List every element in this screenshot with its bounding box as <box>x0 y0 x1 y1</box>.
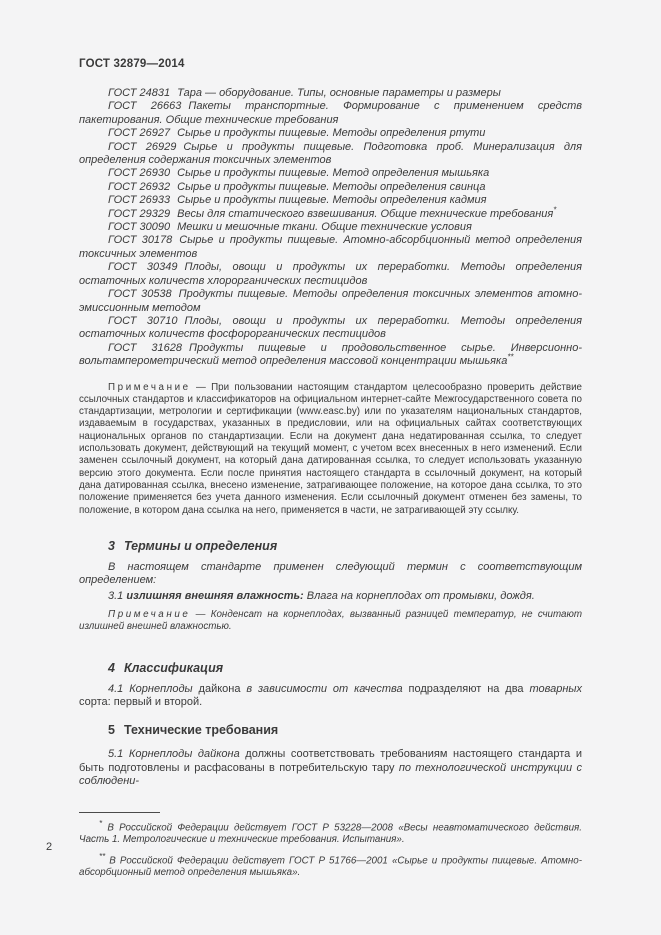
reference-item <box>79 205 582 221</box>
terms-intro: В настоящем стандарте применен следующий термин с соответствующим определением: <box>79 560 582 587</box>
reference-title: Плоды, овощи и продукты их переработки. Методы определения остаточных количеств хлорорганических пестицидов <box>79 261 582 287</box>
normative-references-list <box>79 87 582 369</box>
reference-title: Плоды, овощи и продукты их переработки. Методы определения остаточных количеств фосфорорганических пестицидов <box>79 314 582 341</box>
footnote-1 <box>79 818 582 846</box>
section-title: Классификация <box>123 660 224 675</box>
reference-item <box>79 261 582 288</box>
gost-code: ГОСТ 26932 <box>108 180 171 193</box>
gost-code: ГОСТ 30178 <box>108 234 173 247</box>
gost-code: ГОСТ 30349 <box>108 261 178 274</box>
gost-code: ГОСТ 31628 <box>108 341 182 354</box>
footnote-mark: * <box>553 205 557 214</box>
section-number: 3 <box>108 538 115 553</box>
clause-text: 4.1 Корнеплоды <box>108 682 199 695</box>
gost-code: ГОСТ 26930 <box>108 167 171 180</box>
reference-item <box>79 127 582 140</box>
reference-title: Сырье и продукты пищевые. Методы определения ртути <box>177 127 486 140</box>
reference-title: Сырье и продукты пищевые. Методы определения кадмия <box>177 194 487 207</box>
reference-title: Сырье и продукты пищевые. Метод определения мышьяка <box>177 167 490 180</box>
term-name: излишняя внешняя влажность: <box>126 589 307 602</box>
footnote-text: В Российской Федерации действует ГОСТ Р 53228—2008 «Весы неавтоматического действия. Часть 1. Метрологические и технические требования. Испытания». <box>79 821 582 845</box>
footnote-mark: ** <box>507 352 514 362</box>
gost-code: ГОСТ 26933 <box>108 194 171 207</box>
reference-title: Мешки и мешочные ткани. Общие технические условия <box>177 221 472 234</box>
reference-item <box>79 141 582 168</box>
standard-designation: ГОСТ 32879—2014 <box>79 58 185 70</box>
clause-text: по технологической инструкции с соблюдени- <box>79 761 582 788</box>
section-3-heading <box>108 539 582 553</box>
reference-item <box>79 315 582 342</box>
gost-code: ГОСТ 30090 <box>108 221 171 234</box>
clause-text: подразделяют на два <box>408 682 530 695</box>
note-label: Примечание <box>108 381 191 393</box>
gost-code: ГОСТ 24831 <box>108 87 171 99</box>
section-number: 4 <box>108 660 115 675</box>
footnote-2 <box>79 851 582 879</box>
reference-item <box>79 234 582 261</box>
reference-item <box>79 100 582 127</box>
clause-text: в зависимости от качества <box>246 682 409 695</box>
gost-code: ГОСТ 30538 <box>108 288 172 301</box>
reference-title: Сырье и продукты пищевые. Подготовка проб. Минерализация для определения содержания токсичных элементов <box>79 140 582 167</box>
gost-code: ГОСТ 30710 <box>108 314 178 327</box>
clause-text: должны соответствовать требованиям настоящего стандарта и быть подготовлены и расфасованы в потребительскую тару <box>79 748 582 774</box>
reference-item <box>79 288 582 315</box>
reference-item <box>79 342 582 369</box>
note-text: — При пользовании настоящим стандартом целесообразно проверить действие ссылочных стандартов и классификаторов на официальном интернет-сайте Межгосударственного совета по стандартизации, метрологии и сертификации (www.easc.by) или по указателям национальных стандартов, издаваемым в государствах, указанных в предисловии, или на официальных сайтах соответствующих национальных органов по стандартизации. Если на документ дана недатированная ссылка, то следует использовать документ, действующий на текущий момент, с учетом всех внесенных в него изменений. Если заменен ссылочный документ, на который дана датированная ссылка, то следует использовать указанную версию этого документа. Если после принятия настоящего стандарта в ссылочный документ, на который дана датированная ссылка, внесено изменение, затрагивающее положение, на которое дана ссылка, то это положение применяется без учета данного изменения. Если ссылочный документ отменен без замены, то положение, в котором дана ссылка на него, применяется в части, не затрагивающей эту ссылку. <box>79 381 582 516</box>
references-note <box>79 382 582 517</box>
note-text: — Конденсат на корнеплодах, вызванный разницей температур, не считают излишней внешней влажностью. <box>79 609 582 633</box>
term-number: 3.1 <box>108 589 127 602</box>
footnote-separator <box>79 812 160 813</box>
term-definition <box>79 590 582 603</box>
term-def-text: Влага на корнеплодах от промывки, дождя. <box>306 589 535 602</box>
gost-code: ГОСТ 26927 <box>108 127 171 140</box>
clause-5-1 <box>79 748 582 788</box>
gost-code: ГОСТ 26929 <box>108 140 177 153</box>
section-5-heading <box>108 723 582 737</box>
reference-item <box>79 221 582 234</box>
reference-item <box>79 194 582 207</box>
clause-4-1 <box>79 683 582 710</box>
reference-item <box>79 181 582 194</box>
section-4-heading <box>108 661 582 675</box>
reference-title: Сырье и продукты пищевые. Атомно-абсорбционный метод определения токсичных элементов <box>79 234 582 260</box>
section-title: Термины и определения <box>123 538 278 553</box>
reference-item <box>79 167 582 180</box>
note-label: Примечание <box>108 609 191 621</box>
reference-item <box>79 87 582 100</box>
reference-title: Весы для статического взвешивания. Общие технические требования <box>177 207 554 220</box>
footnote-mark: * <box>99 818 103 828</box>
gost-code: ГОСТ 29329 <box>108 207 171 220</box>
clause-text: сорта: первый и второй. <box>79 696 203 709</box>
clause-text: товарных <box>529 682 582 695</box>
reference-title: Продукты пищевые и продовольственное сырье. Инверсионно-вольтамперометрический метод определения массовой концентрации мышьяка <box>79 341 582 368</box>
reference-title: Сырье и продукты пищевые. Методы определения свинца <box>177 180 486 193</box>
footnote-text: В Российской Федерации действует ГОСТ Р 51766—2001 «Сырье и продукты пищевые. Атомно-абсорбционный метод определения мышьяка». <box>79 854 582 878</box>
section-number: 5 <box>108 723 115 738</box>
reference-title: Пакеты транспортные. Формирование с применением средств пакетирования. Общие технические требования <box>79 100 582 126</box>
reference-title: Тара — оборудование. Типы, основные параметры и размеры <box>177 87 501 99</box>
clause-text: 5.1 Корнеплоды дайкона <box>108 748 246 761</box>
footnote-mark: ** <box>99 851 106 861</box>
reference-title: Продукты пищевые. Методы определения токсичных элементов атомно-эмиссионным методом <box>79 288 582 314</box>
terms-note <box>79 609 582 634</box>
gost-code: ГОСТ 26663 <box>108 100 182 113</box>
section-title: Технические требования <box>123 723 279 738</box>
page-number: 2 <box>46 841 53 853</box>
clause-text: дайкона <box>198 682 247 695</box>
